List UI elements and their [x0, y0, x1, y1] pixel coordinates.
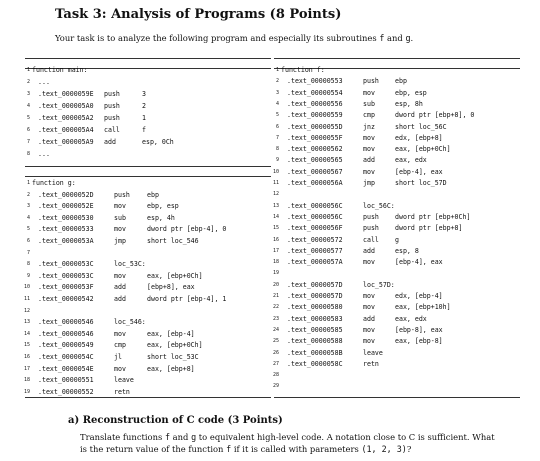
code-address: .text_000005A2	[38, 114, 94, 122]
code-operands: dword ptr [ebp+8]	[395, 224, 463, 233]
rule-left-mid3	[25, 176, 271, 177]
part-a-l2-mid: if it is called with parameters	[231, 444, 362, 454]
code-line	[275, 110, 519, 121]
code-line	[272, 302, 519, 313]
rule-right-bottom	[274, 397, 520, 398]
code-line	[272, 314, 519, 325]
code-line	[26, 178, 270, 189]
code-line	[26, 65, 270, 76]
code-operands: ebp, esp	[147, 202, 179, 211]
code-line	[23, 375, 270, 386]
code-operands: esp, 0Ch	[142, 138, 174, 146]
code-opcode: mov	[114, 271, 126, 280]
code-address: .text_0000054E	[38, 364, 94, 373]
line-number: 5	[26, 226, 30, 233]
code-address: .text_00000572	[287, 235, 343, 244]
code-line	[272, 268, 519, 279]
line-number: 3	[26, 91, 30, 97]
code-opcode: mov	[363, 303, 375, 312]
line-number: 27	[272, 360, 279, 367]
code-opcode: jl	[114, 353, 122, 361]
part-a-l2-post: ?	[406, 444, 412, 454]
line-number: 19	[272, 270, 279, 277]
line-number: 7	[275, 134, 279, 141]
line-number: 16	[23, 354, 30, 360]
code-line	[26, 213, 270, 224]
code-line	[275, 122, 519, 133]
code-line	[272, 291, 519, 302]
line-number: 11	[272, 180, 279, 186]
code-line	[272, 370, 519, 381]
code-address: .text_0000056A	[287, 179, 343, 187]
code-opcode: mov	[363, 167, 375, 176]
line-number: 4	[275, 100, 279, 107]
line-number: 23	[272, 315, 279, 322]
code-opcode: call	[363, 235, 379, 244]
code-label: function f:	[281, 66, 325, 74]
code-opcode: mov	[363, 133, 375, 142]
code-address: ...	[38, 78, 50, 86]
code-opcode: add	[114, 295, 126, 303]
code-line	[272, 280, 519, 291]
code-operands: eax, [ebp-4]	[147, 329, 195, 338]
code-opcode: add	[363, 314, 375, 323]
code-operands: short loc_57D	[395, 179, 447, 187]
code-opcode: push	[104, 90, 120, 98]
code-address: .text_0000058C	[287, 359, 343, 368]
line-number: 18	[272, 259, 279, 266]
code-opcode: mov	[114, 364, 126, 373]
code-line	[272, 336, 519, 347]
code-line	[275, 76, 519, 87]
code-address: .text_00000551	[38, 376, 94, 385]
line-number: 6	[26, 238, 30, 244]
line-number: 11	[23, 296, 30, 302]
code-address: .text_00000546	[38, 318, 94, 327]
code-operands: edx, [ebp+8]	[395, 133, 443, 142]
code-opcode: push	[363, 77, 379, 86]
line-number: 6	[275, 123, 279, 130]
code-line	[275, 65, 519, 76]
code-address: .text_0000059E	[38, 90, 94, 98]
line-number: 1	[275, 67, 279, 73]
code-opcode: cmp	[363, 111, 375, 120]
line-number: 8	[26, 261, 30, 268]
line-number: 8	[275, 146, 279, 153]
line-number: 26	[272, 349, 279, 356]
code-address: .text_000005A9	[38, 138, 94, 146]
code-address: .text_00000583	[287, 314, 343, 323]
line-number: 24	[272, 326, 279, 333]
line-number: 3	[275, 89, 279, 96]
line-number: 12	[23, 307, 30, 314]
code-line	[26, 190, 270, 201]
line-number: 25	[272, 338, 279, 345]
code-label: function main:	[32, 66, 88, 74]
code-address: .text_0000055F	[287, 133, 343, 142]
code-operands: dword ptr [ebp+0Ch]	[395, 212, 471, 221]
code-line	[26, 101, 270, 112]
part-a-l2-f: f	[226, 444, 232, 454]
code-opcode: mov	[114, 202, 126, 211]
code-address: .text_00000533	[38, 225, 94, 234]
code-line	[26, 248, 270, 259]
code-address: .text_00000546	[38, 329, 94, 338]
code-line	[23, 387, 270, 398]
code-line	[272, 257, 519, 268]
code-line	[272, 189, 519, 200]
line-number: 14	[272, 213, 279, 220]
code-address: .text_0000053F	[38, 283, 94, 292]
code-line	[23, 340, 270, 351]
code-opcode: retn	[114, 387, 130, 396]
code-operands: esp, 4h	[147, 213, 175, 222]
code-line	[23, 294, 270, 305]
code-opcode: push	[114, 190, 130, 199]
part-a-l1-post: to equivalent high-level code. A notation close to C is sufficient. What	[196, 432, 495, 442]
code-opcode: mov	[114, 329, 126, 338]
code-opcode: retn	[363, 359, 379, 368]
intro-f: f	[379, 33, 385, 43]
code-opcode: mov	[363, 325, 375, 334]
code-opcode: push	[363, 212, 379, 221]
line-number: 22	[272, 304, 279, 311]
code-operands: edx, [ebp-4]	[395, 292, 443, 300]
part-a-l1-f: f	[164, 432, 170, 442]
code-line	[26, 201, 270, 212]
code-address: .text_00000577	[287, 246, 343, 255]
code-operands: [ebp-4], eax	[395, 167, 443, 176]
line-number: 29	[272, 383, 279, 390]
part-a-l1-g: g	[191, 432, 197, 442]
code-opcode: mov	[363, 145, 375, 154]
code-operands: ebp	[395, 77, 407, 86]
code-line	[23, 352, 270, 363]
code-address: .text_0000053C	[38, 260, 94, 269]
code-address: .text_00000567	[287, 167, 343, 176]
code-line	[26, 125, 270, 136]
part-a-l2-pre: is the return value of the function	[80, 444, 227, 454]
line-number: 8	[26, 151, 30, 157]
line-number: 10	[272, 168, 279, 175]
code-operands: eax, edx	[395, 156, 427, 165]
code-line	[26, 259, 270, 270]
line-number: 12	[272, 191, 279, 198]
rule-left-mid2	[25, 166, 271, 167]
task-intro	[55, 33, 413, 43]
code-address: .text_0000056C	[287, 201, 343, 210]
code-opcode: push	[104, 114, 120, 122]
code-address: .text_0000054C	[38, 353, 94, 361]
line-number: 13	[272, 202, 279, 209]
code-opcode: mov	[363, 88, 375, 97]
code-address: .text_0000052E	[38, 202, 94, 211]
code-address: .text_0000057A	[287, 258, 343, 267]
code-opcode: call	[104, 126, 120, 134]
code-address: .text_00000556	[287, 99, 343, 108]
part-a-l2-params: (1, 2, 3)	[361, 444, 407, 454]
code-operands: eax, edx	[395, 314, 427, 323]
code-line	[272, 201, 519, 212]
code-line	[26, 77, 270, 88]
code-line	[26, 137, 270, 148]
code-label: function g:	[32, 179, 76, 187]
code-line	[23, 329, 270, 340]
code-operands: g	[395, 235, 399, 244]
left-code-panel-g	[23, 178, 270, 398]
code-opcode: mov	[363, 258, 375, 267]
line-number: 1	[26, 67, 30, 73]
code-opcode: leave	[114, 376, 134, 385]
code-address: .text_00000559	[287, 111, 343, 120]
rule-left-top	[25, 58, 271, 59]
code-opcode: mov	[363, 337, 375, 346]
code-address: .text_0000056C	[287, 212, 343, 221]
code-line	[275, 99, 519, 110]
code-operands: short loc_53C	[147, 353, 199, 361]
code-line	[272, 246, 519, 257]
line-number: 17	[23, 365, 30, 372]
code-address: .text_0000057D	[287, 280, 343, 289]
code-operands: [ebp-4], eax	[395, 258, 443, 267]
part-a-heading: a) Reconstruction of C code (3 Points)	[68, 415, 283, 426]
code-operands: f	[142, 126, 146, 134]
code-address: .text_000005A0	[38, 102, 94, 110]
code-address: .text_00000553	[287, 77, 343, 86]
code-opcode: jnz	[363, 122, 375, 131]
line-number: 1	[26, 180, 30, 186]
code-operands: 2	[142, 102, 146, 110]
code-operands: short loc_56C	[395, 122, 447, 131]
line-number: 10	[23, 284, 30, 291]
task-title: Task 3: Analysis of Programs (8 Points)	[55, 7, 342, 22]
code-address: .text_0000058B	[287, 348, 343, 357]
code-address: .text_00000562	[287, 145, 343, 154]
line-number: 5	[275, 112, 279, 119]
code-address: .text_0000053C	[38, 271, 94, 280]
code-address: .text_00000554	[287, 88, 343, 97]
code-operands: 3	[142, 90, 146, 98]
line-number: 9	[26, 272, 30, 279]
line-number: 4	[26, 214, 30, 221]
code-opcode: mov	[363, 292, 375, 300]
code-opcode: add	[104, 138, 116, 146]
line-number: 20	[272, 281, 279, 288]
code-opcode: loc_56C:	[363, 201, 395, 210]
code-address: ...	[38, 150, 50, 158]
line-number: 7	[26, 139, 30, 145]
code-opcode: loc_57D:	[363, 280, 395, 289]
code-address: .text_00000549	[38, 341, 94, 350]
code-operands: eax, [ebp+0Ch]	[147, 341, 203, 350]
line-number: 16	[272, 236, 279, 243]
code-line	[275, 144, 519, 155]
part-a-line-1	[80, 431, 530, 443]
code-address: .text_00000580	[287, 303, 343, 312]
code-opcode: add	[114, 283, 126, 292]
line-number: 17	[272, 247, 279, 254]
code-operands: eax, [ebp-8]	[395, 337, 443, 346]
line-number: 21	[272, 293, 279, 299]
code-line	[272, 212, 519, 223]
code-address: .text_00000585	[287, 325, 343, 334]
code-operands: ebp	[147, 190, 159, 199]
left-code-panel-main	[26, 65, 270, 165]
code-opcode: sub	[363, 99, 375, 108]
code-opcode: push	[363, 224, 379, 233]
code-line	[272, 223, 519, 234]
intro-text-prefix: Your task is to analyze the following program and especially its subroutines	[55, 33, 380, 43]
code-operands: 1	[142, 114, 146, 122]
intro-and: and	[384, 33, 406, 43]
code-line	[272, 178, 519, 189]
code-address: .text_0000053A	[38, 237, 94, 245]
line-number: 9	[275, 157, 279, 164]
line-number: 7	[26, 249, 30, 256]
line-number: 18	[23, 377, 30, 384]
part-a-l1-pre: Translate functions	[80, 432, 165, 442]
code-line	[272, 381, 519, 392]
code-opcode: add	[363, 156, 375, 165]
code-operands: esp, 8	[395, 246, 419, 255]
code-opcode: mov	[114, 225, 126, 234]
code-operands: eax, [ebp+0Ch]	[147, 271, 203, 280]
code-line	[26, 113, 270, 124]
code-operands: dword ptr [ebp-4], 1	[147, 295, 227, 303]
line-number: 15	[272, 225, 279, 232]
code-line	[26, 271, 270, 282]
code-opcode: leave	[363, 348, 383, 357]
code-address: .text_0000055D	[287, 122, 343, 131]
code-line	[23, 282, 270, 293]
code-operands: [ebp-8], eax	[395, 325, 443, 334]
code-operands: ebp, esp	[395, 88, 427, 97]
code-opcode: loc_546:	[114, 318, 146, 327]
code-line	[23, 306, 270, 317]
code-operands: [ebp+8], eax	[147, 283, 195, 292]
right-code-panel-f	[272, 65, 519, 395]
line-number: 6	[26, 127, 30, 133]
line-number: 3	[26, 203, 30, 210]
code-operands: dword ptr [ebp+8], 0	[395, 111, 475, 120]
code-address: .text_00000542	[38, 295, 94, 303]
code-line	[272, 167, 519, 178]
line-number: 4	[26, 103, 30, 109]
part-a-l1-and: and	[170, 432, 192, 442]
code-line	[275, 88, 519, 99]
line-number: 15	[23, 342, 30, 349]
code-opcode: loc_53C:	[114, 260, 146, 269]
code-line	[26, 149, 270, 160]
code-line	[26, 236, 270, 247]
code-line	[275, 133, 519, 144]
code-address: .text_00000588	[287, 337, 343, 346]
code-opcode: sub	[114, 213, 126, 222]
code-address: .text_0000052D	[38, 190, 94, 199]
intro-g: g	[405, 33, 411, 43]
code-address: .text_0000056F	[287, 224, 343, 233]
code-address: .text_00000565	[287, 156, 343, 165]
code-opcode: jmp	[363, 179, 375, 187]
code-operands: esp, 8h	[395, 99, 423, 108]
code-operands: dword ptr [ebp-4], 0	[147, 225, 227, 234]
code-address: .text_0000057D	[287, 292, 343, 300]
code-opcode: jmp	[114, 237, 126, 245]
intro-suffix: .	[410, 33, 414, 43]
part-a-text	[80, 431, 530, 455]
code-line	[272, 325, 519, 336]
line-number: 2	[26, 191, 30, 198]
rule-right-top	[274, 58, 520, 59]
code-line	[272, 348, 519, 359]
code-address: .text_00000530	[38, 213, 94, 222]
line-number: 28	[272, 372, 279, 379]
code-line	[272, 359, 519, 370]
code-opcode: push	[104, 102, 120, 110]
code-operands: eax, [ebp+0Ch]	[395, 145, 451, 154]
line-number: 2	[26, 79, 30, 85]
code-operands: eax, [ebp+10h]	[395, 303, 451, 312]
line-number: 5	[26, 115, 30, 121]
code-address: .text_000005A4	[38, 126, 94, 134]
line-number: 13	[23, 319, 30, 326]
code-opcode: add	[363, 246, 375, 255]
code-line	[275, 155, 519, 166]
code-line	[23, 317, 270, 328]
code-line	[26, 224, 270, 235]
code-operands: short loc_546	[147, 237, 199, 245]
code-line	[272, 235, 519, 246]
code-address: .text_00000552	[38, 387, 94, 396]
code-line	[26, 89, 270, 100]
line-number: 19	[23, 388, 30, 395]
code-opcode: cmp	[114, 341, 126, 350]
line-number: 14	[23, 330, 30, 337]
part-a-line-2	[80, 443, 530, 455]
code-line	[23, 364, 270, 375]
code-operands: eax, [ebp+8]	[147, 364, 195, 373]
line-number: 2	[275, 78, 279, 85]
